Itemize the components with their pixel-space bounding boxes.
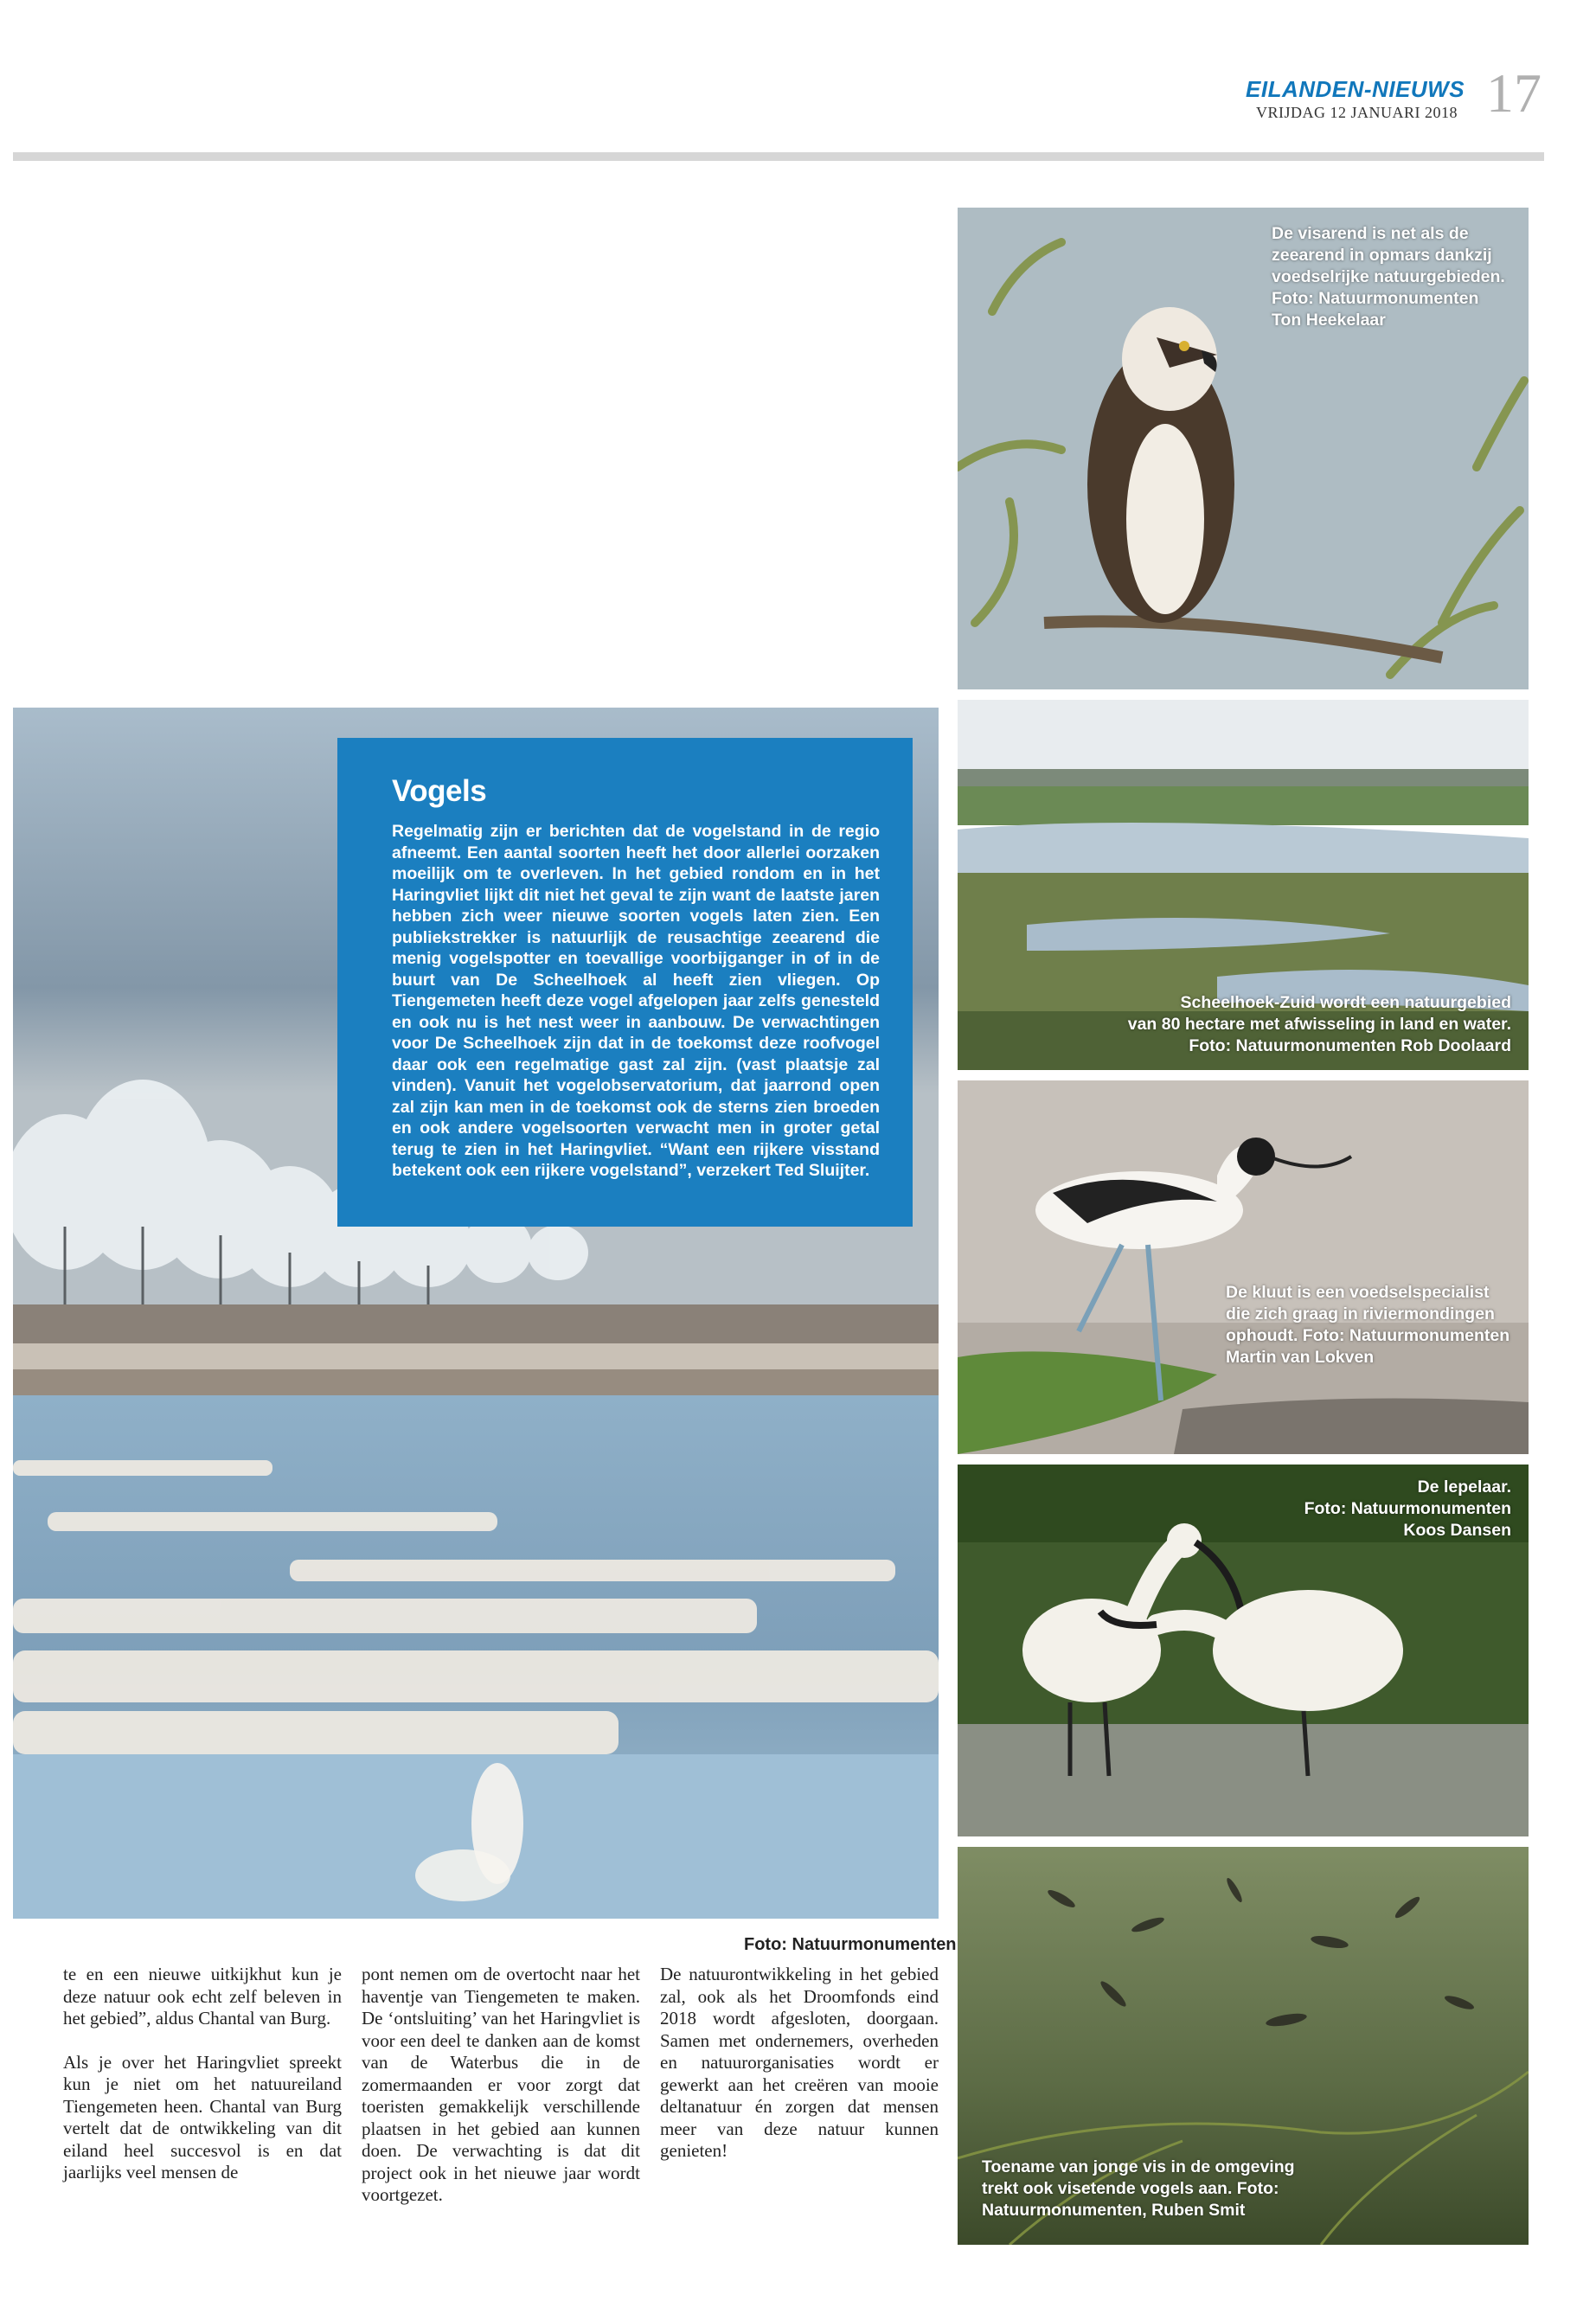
spoonbill-caption-line: Foto: Natuurmonumenten	[1304, 1499, 1511, 1518]
spoonbill-caption-line: De lepelaar.	[1417, 1477, 1511, 1497]
scheelhoek-caption-line: van 80 hectare met afwisseling in land en water.	[1127, 1015, 1511, 1034]
header-divider	[13, 152, 1544, 161]
fish-caption: Toename van jonge vis in de omgeving trekt ook visetende vogels aan. Foto: Natuurmonumenten, Ruben Smit	[982, 2157, 1295, 2220]
scheelhoek-caption-line: Scheelhoek-Zuid wordt een natuurgebied	[1180, 993, 1511, 1012]
page-number: 17	[1486, 62, 1542, 124]
spoonbill-caption-line: Koos Dansen	[1403, 1521, 1511, 1540]
scheelhoek-caption-line: Foto: Natuurmonumenten Rob Doolaard	[1189, 1036, 1511, 1055]
issue-date: VRIJDAG 12 JANUARI 2018	[1256, 104, 1458, 121]
article-paragraph: Als je over het Haringvliet spreekt kun je niet om het natuureiland Tiengemeten heen. Chantal van Burg vertelt dat de ontwikkeling van dit eiland heel succesvol is en dat jaarlijks veel mensen de	[63, 2051, 342, 2182]
article-paragraph: pont nemen om de overtocht naar het haventje van Tiengemeten te maken. De ‘ontsluiting’ van het Haringvliet is voor een deel te danken aan de komst van de Waterbus die in de zomermaanden er voor zorgt dat toeristen gemakkelijk verschillende plaatsen in het gebied aan kunnen doen. De verwachting is dat dit project ook in het nieuwe jaar wordt voortgezet.	[362, 1964, 640, 2205]
fish-photo	[958, 1847, 1529, 2245]
scheelhoek-photo	[958, 700, 1529, 1070]
masthead: EILANDEN-NIEUWS	[1246, 76, 1465, 102]
vogels-infobox	[337, 738, 913, 1227]
spoonbill-caption	[1165, 1477, 1511, 1541]
scheelhoek-caption	[992, 992, 1511, 1057]
osprey-photo	[958, 208, 1529, 689]
avocet-photo	[958, 1080, 1529, 1454]
spoonbill-photo	[958, 1465, 1529, 1836]
article-paragraph: De natuurontwikkeling in het gebied zal, ook als het Droomfonds eind 2018 wordt afgesloten, doorgaan. Samen met ondernemers, overheden en natuurorganisaties wordt er gewerkt aan het creëren van mooie deltanatuur én zorgen dat mensen meer van deze natuur kunnen genieten!	[660, 1964, 939, 2161]
avocet-image	[958, 1080, 1529, 1454]
infobox-title: Vogels	[392, 774, 487, 808]
article-column-3	[660, 1964, 939, 2184]
avocet-caption: De kluut is een voedselspecialist die zich graag in riviermondingen ophoudt. Foto: Natuurmonumenten Martin van Lokven	[1226, 1283, 1510, 1367]
article-paragraph: te en een nieuwe uitkijkhut kun je deze natuur ook echt zelf beleven in het gebied”, aldus Chantal van Burg.	[63, 1964, 342, 2029]
infobox-body: Regelmatig zijn er berichten dat de vogelstand in de regio afneemt. Een aantal soorten heeft het door allerlei oorzaken moeilijk om te overleven. In het gebied rondom en in het Haringvliet lijkt dit niet het geval te zijn want de laatste jaren hebben zich weer nieuwe soorten vogels laten zien. Een publiekstrekker is natuurlijk de reusachtige zeearend die menig vogelspotter en toevallige voorbijganger in of in de buurt van De Scheelhoek al heeft zien vliegen. Op Tiengemeten heeft deze vogel afgelopen jaar zelfs genesteld en ook nu is het nest weer in aanbouw. De verwachtingen voor De Scheelhoek zijn dat in de toekomst deze roofvogel daar ook een regelmatige gast zal zijn. (vast plaatsje zal vinden). Vanuit het vogelobservatorium, dat jaarrond open zal zijn kan men in de toekomst ook de sterns zien broeden en ook andere vogelsoorten verwacht men in groter getal terug te zien in het Haringvliet. “Want een rijkere visstand betekent ook een rijkere vogelstand”, verzekert Ted Sluijter.	[392, 822, 880, 1180]
article-column-2	[362, 1964, 640, 2228]
winter-photo-credit: Foto: Natuurmonumenten	[744, 1935, 957, 1954]
article-column-1	[63, 1964, 342, 2206]
osprey-caption: De visarend is net als de zeearend in opmars dankzij voedselrijke natuurgebieden. Foto: Natuurmonumenten Ton Heekelaar	[1272, 224, 1505, 330]
